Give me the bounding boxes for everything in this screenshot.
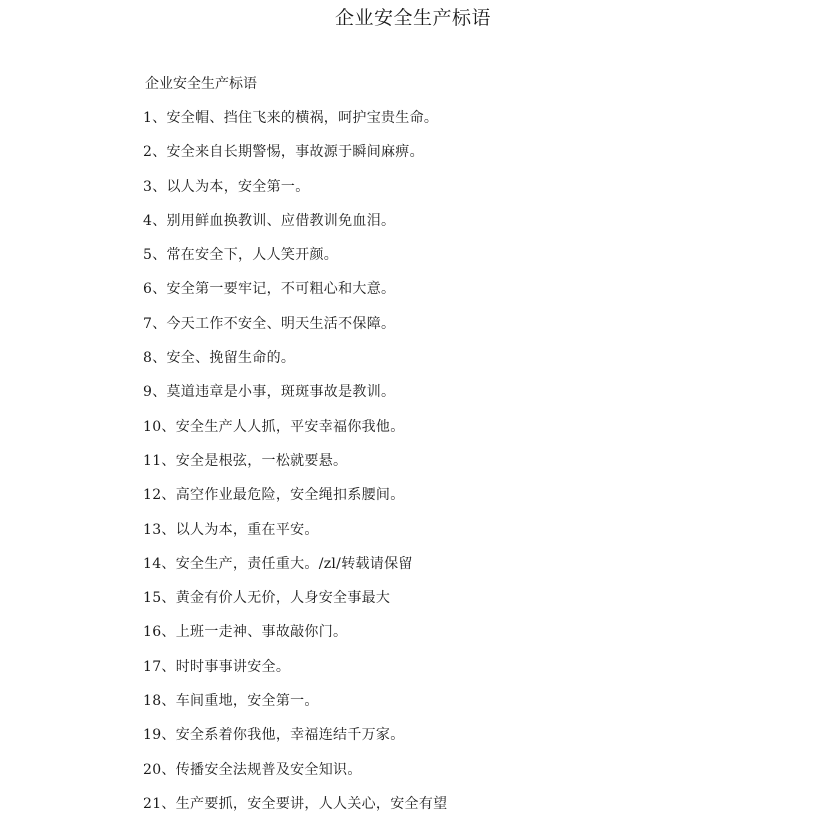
slogan-item: 9、莫道违章是小事，斑斑事故是教训。: [143, 384, 396, 401]
slogan-item: 4、别用鲜血换教训、应借教训免血泪。: [143, 212, 396, 229]
slogan-item: 13、以人为本，重在平安。: [143, 521, 319, 538]
slogan-item: 8、安全、挽留生命的。: [143, 350, 296, 367]
slogan-item: 16、上班一走神、事故敲你门。: [143, 624, 348, 641]
slogan-item: 10、安全生产人人抓，平安幸福你我他。: [143, 418, 405, 435]
slogan-item: 1、安全帽、挡住飞来的横祸，呵护宝贵生命。: [143, 110, 439, 126]
slogan-item: 3、以人为本，安全第一。: [143, 178, 310, 195]
slogan-item: 21、生产要抓，安全要讲，人人关心，安全有望: [143, 795, 448, 812]
slogan-item: 20、传播安全法规普及安全知识。: [143, 761, 362, 778]
slogan-list: [143, 108, 447, 828]
slogan-item: 11、安全是根弦，一松就要悬。: [143, 452, 348, 469]
document-title: 企业安全生产标语: [334, 7, 491, 29]
slogan-item: 7、今天工作不安全、明天生活不保障。: [143, 315, 396, 332]
slogan-item: 2、安全来自长期警惕，事故源于瞬间麻痹。: [143, 144, 424, 161]
slogan-item: 5、常在安全下，人人笑开颜。: [143, 247, 339, 264]
slogan-item: 12、高空作业最危险，安全绳扣系腰间。: [143, 487, 405, 504]
slogan-item: 15、黄金有价人无价，人身安全事最大: [143, 590, 391, 607]
slogan-item: 19、安全系着你我他，幸福连结千万家。: [143, 727, 405, 744]
document-subtitle: 企业安全生产标语: [145, 76, 257, 92]
slogan-item: 6、安全第一要牢记，不可粗心和大意。: [143, 281, 396, 298]
slogan-item: 17、时时事事讲安全。: [143, 658, 291, 675]
slogan-item: 14、安全生产，责任重大。/zl/转载请保留: [143, 555, 413, 572]
slogan-item: 18、车间重地，安全第一。: [143, 693, 319, 710]
